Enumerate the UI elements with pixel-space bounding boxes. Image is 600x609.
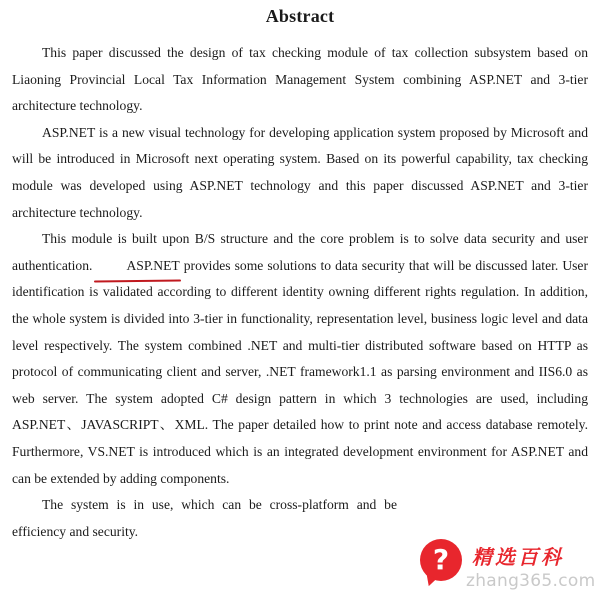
paragraph-1: This paper discussed the design of tax checking module of tax collection subsystem based on Liaoning Provincial Local Tax Information Management System combining ASP.NET and 3-tier architecture technology. <box>12 45 588 114</box>
paragraph-3-rest: provides some solutions to data security that will be discussed later. User identification is validated according to different identity owning different rights regulation. In addition, the whole system is divided into 3-tier in functionality, representation level, business logic level and data level respectively. The system combined .NET and multi-tier distributed software based on HTTP as protocol of communicating client and server, .NET framework1.1 as parsing environment and IIS6.0 as web server. The system adopted C# design pattern in which 3 technologies are used, including ASP.NET、JAVASCRIPT、XML. The paper detailed how to print note and access database remotely. Furthermore, VS.NET is introduced which is an integrated development environment for ASP.NET and can be extended by adding components. <box>12 257 588 486</box>
paragraph-2: ASP.NET is a new visual technology for developing application system proposed by Microsoft and will be introduced in Microsoft next operating system. Based on its powerful capability, tax checking module was developed using ASP.NET technology and this paper discussed ASP.NET and 3-tier architecture technology. <box>12 124 588 220</box>
site-watermark <box>420 537 600 603</box>
abstract-title: Abstract <box>265 6 335 26</box>
underlined-term: ASP.NET <box>96 253 179 280</box>
question-mark-icon: ? <box>420 539 462 581</box>
paragraph-4: The system is in use, which can be cross-platform and be efficiency and security. <box>12 497 397 539</box>
watermark-label: 精选百科 <box>472 545 564 569</box>
paragraph-3-start: This module is built upon B/S structure and the core problem is to solve data security and user authentication. <box>12 231 588 273</box>
paragraph-3 <box>12 226 588 492</box>
watermark-url: zhang365.com <box>466 571 596 591</box>
